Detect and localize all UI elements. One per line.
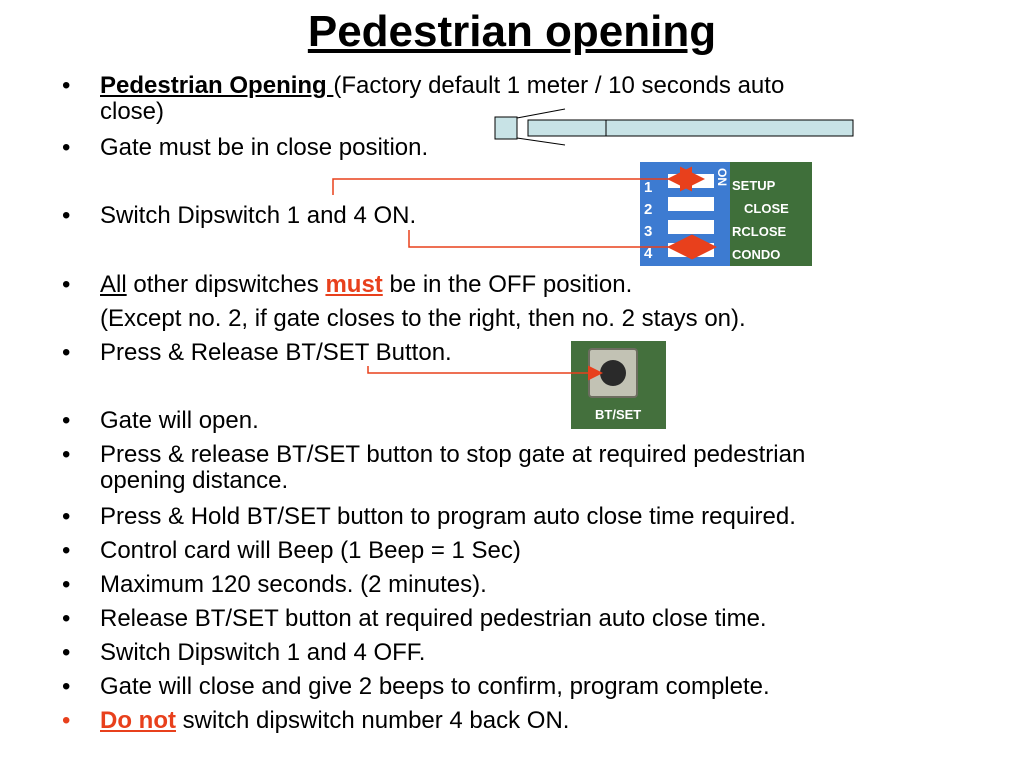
bullet-stop-gate: Press & release BT/SET button to stop gate at required pedestrian (100, 441, 806, 468)
emphasis-all: All (100, 271, 127, 298)
bullet-do-not: Do not switch dipswitch number 4 back ON. (100, 707, 570, 734)
bullet-marker: • (62, 639, 71, 666)
bullet-marker: • (62, 707, 71, 734)
bullet-marker: • (62, 72, 71, 99)
bullet-gate-open: Gate will open. (100, 407, 259, 434)
dip-on-label: ON (715, 168, 729, 186)
bullet-dipswitch-off: Switch Dipswitch 1 and 4 OFF. (100, 639, 426, 666)
bullet-marker: • (62, 134, 71, 161)
bullet-maximum: Maximum 120 seconds. (2 minutes). (100, 571, 487, 598)
bullet-marker: • (62, 605, 71, 632)
bullet-marker: • (62, 271, 71, 298)
pcb-label-rclose: RCLOSE (732, 224, 787, 239)
bullet-marker: • (62, 202, 71, 229)
bullet-press-release: Press & Release BT/SET Button. (100, 339, 452, 366)
pcb-label-condo: CONDO (732, 247, 781, 262)
bullet-press-hold: Press & Hold BT/SET button to program auto close time required. (100, 503, 796, 530)
bullet-marker: • (62, 407, 71, 434)
bullet-dipswitch-on: Switch Dipswitch 1 and 4 ON. (100, 202, 417, 229)
bullet-gate-close: Gate will close and give 2 beeps to confirm, program complete. (100, 673, 770, 700)
bullet-other-dipswitches: All other dipswitches must be in the OFF position. (100, 271, 633, 298)
dip-number-1: 1 (644, 179, 653, 196)
emphasis-pedestrian-opening: Pedestrian Opening (100, 72, 334, 99)
arrow-dip-1 (333, 179, 698, 195)
bullet-release: Release BT/SET button at required pedestrian auto close time. (100, 605, 767, 632)
bullet-continuation: close) (100, 98, 165, 125)
bullet-marker: • (62, 571, 71, 598)
bullet-marker: • (62, 339, 71, 366)
emphasis-do-not: Do not (100, 707, 176, 734)
pcb-label-btset: BT/SET (595, 407, 642, 422)
arrow-dip-4 (409, 230, 698, 247)
page-title: Pedestrian opening (307, 7, 717, 56)
bullet-marker: • (62, 441, 71, 468)
emphasis-must: must (325, 271, 383, 298)
dip-number-4: 4 (644, 245, 653, 262)
pcb-label-setup: SETUP (732, 178, 776, 193)
bullet-marker: • (62, 503, 71, 530)
bullet-marker: • (62, 537, 71, 564)
pcb-label-close: CLOSE (744, 201, 789, 216)
bullet-beep: Control card will Beep (1 Beep = 1 Sec) (100, 537, 521, 564)
bullet-marker: • (62, 673, 71, 700)
bullet-pedestrian-opening: Pedestrian Opening (Factory default 1 meter / 10 seconds auto (100, 72, 785, 99)
dip-number-3: 3 (644, 223, 653, 240)
arrow-btset (368, 366, 600, 373)
bullet-continuation: opening distance. (100, 467, 289, 494)
bullet-close-position: Gate must be in close position. (100, 134, 429, 161)
indented-note: (Except no. 2, if gate closes to the right, then no. 2 stays on). (100, 305, 746, 332)
dip-number-2: 2 (644, 201, 653, 218)
